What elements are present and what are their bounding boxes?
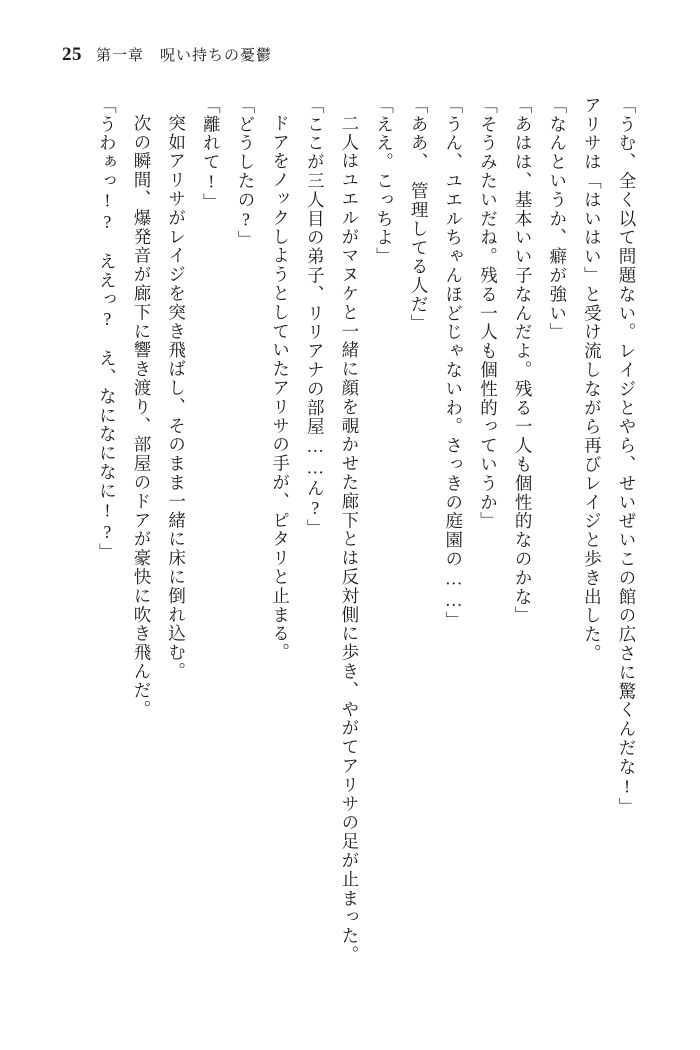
body-paragraph: 「うわぁっ!? ええっ? え、なになになに!?」 bbox=[97, 96, 118, 563]
page-header bbox=[62, 44, 272, 66]
body-paragraph: 「なんというか、癖が強い」 bbox=[547, 96, 568, 342]
body-paragraph: 次の瞬間、爆発音が廊下に響き渡り、部屋のドアが豪快に吹き飛んだ。 bbox=[132, 113, 153, 719]
body-paragraph: 「ええ。こっちよ」 bbox=[374, 96, 395, 267]
body-paragraph: 「あはは、基本いい子なんだよ。残る一人も個性的なのかな」 bbox=[513, 96, 534, 626]
body-paragraph: 二人はユエルがマヌケと一緒に顔を覗かせた廊下とは反対側に歩き、やがてアリサの足が止まった。 bbox=[339, 113, 360, 964]
body-paragraph: 「どうしたの?」 bbox=[235, 96, 256, 250]
body-paragraph: アリサは「はいはい」と受け流しながら再びレイジと歩き出した。 bbox=[582, 96, 603, 663]
body-paragraph: 「うん、ユエルちゃんほどじゃないわ。さっきの庭園の……」 bbox=[443, 96, 464, 631]
body-text-column bbox=[68, 96, 644, 966]
page-number: 25 bbox=[62, 44, 82, 65]
body-paragraph: ドアをノックしようとしていたアリサの手が、ピタリと止まる。 bbox=[270, 113, 291, 662]
body-paragraph: 突如アリサがレイジを突き飛ばし、そのまま一緒に床に倒れ込む。 bbox=[166, 113, 187, 681]
body-paragraph: 「離れて!」 bbox=[201, 96, 222, 212]
body-paragraph: 「そうみたいだね。残る一人も個性的っていうか」 bbox=[478, 96, 499, 531]
body-paragraph: 「うむ、全く以て問題ない。レイジとやら、せいぜいこの館の広さに驚くんだな!」 bbox=[617, 96, 637, 817]
body-paragraph: 「ここが三人目の弟子、リリアナの部屋……ん?」 bbox=[305, 96, 326, 539]
chapter-running-head: 第一章 呪い持ちの憂鬱 bbox=[96, 48, 273, 64]
body-paragraph: 「ああ、 管理してる人だ」 bbox=[409, 96, 430, 333]
